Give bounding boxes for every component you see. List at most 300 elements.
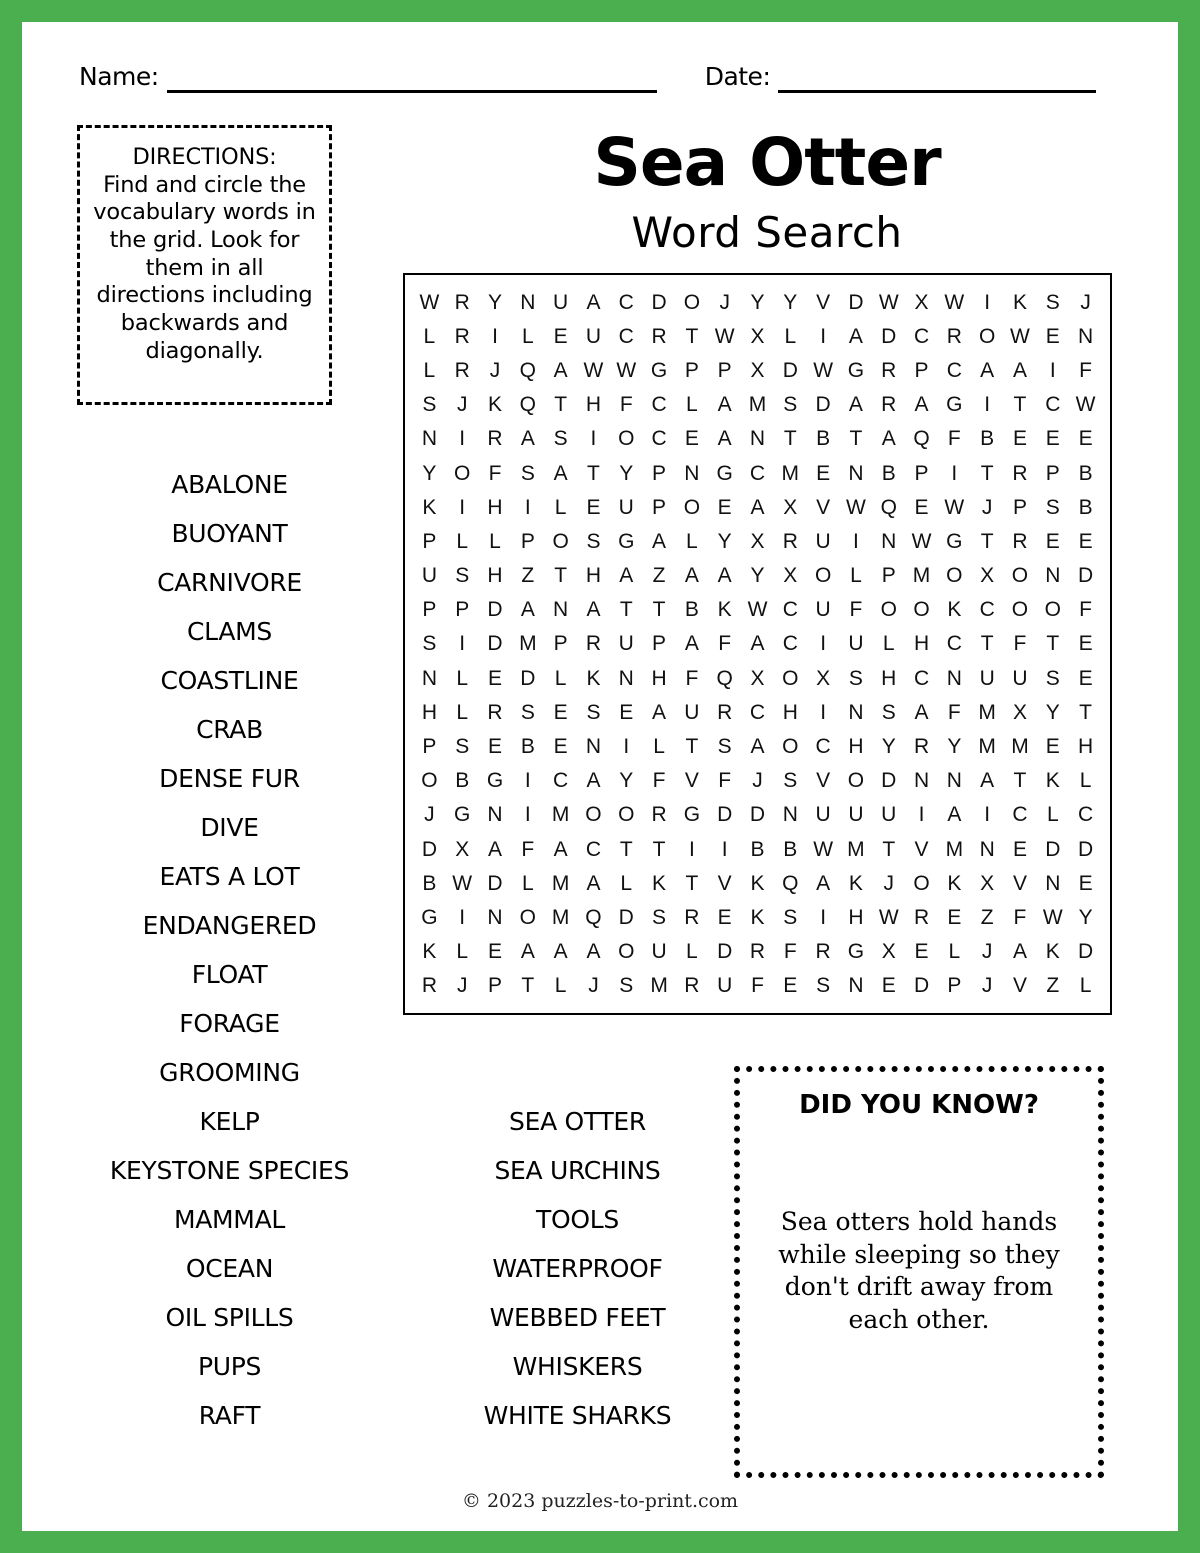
grid-cell[interactable]: W (1010, 324, 1030, 348)
grid-cell[interactable]: H (1078, 735, 1094, 759)
grid-cell[interactable]: Y (422, 461, 437, 485)
grid-cell[interactable]: P (488, 974, 503, 998)
grid-cell[interactable]: T (980, 632, 994, 656)
grid-cell[interactable]: M (847, 837, 865, 861)
grid-cell[interactable]: E (586, 495, 601, 519)
grid-cell[interactable]: H (913, 632, 930, 656)
grid-cell[interactable]: T (619, 837, 633, 861)
grid-cell[interactable]: P (652, 461, 667, 485)
grid-cell[interactable]: T (554, 564, 568, 588)
grid-cell[interactable]: L (456, 700, 469, 724)
grid-cell[interactable]: M (650, 974, 668, 998)
grid-cell[interactable]: M (551, 803, 570, 827)
grid-cell[interactable]: A (553, 461, 568, 485)
grid-cell[interactable]: C (749, 461, 766, 485)
grid-cell[interactable]: X (750, 358, 765, 382)
grid-cell[interactable]: G (486, 769, 504, 793)
grid-cell[interactable]: S (881, 700, 896, 724)
grid-cell[interactable]: T (652, 598, 666, 622)
grid-cell[interactable]: A (684, 632, 699, 656)
grid-cell[interactable]: F (947, 700, 961, 724)
grid-cell[interactable]: I (623, 735, 630, 759)
grid-cell[interactable]: A (1012, 940, 1027, 964)
word-list-item[interactable]: OIL SPILLS (165, 1303, 294, 1332)
grid-cell[interactable]: G (946, 393, 963, 417)
grid-cell[interactable]: E (1078, 666, 1093, 690)
grid-cell[interactable]: L (456, 666, 469, 690)
grid-cell[interactable]: U (881, 803, 897, 827)
grid-cell[interactable]: I (721, 837, 728, 861)
word-list-item[interactable]: WHITE SHARKS (483, 1401, 672, 1430)
grid-cell[interactable]: R (913, 735, 930, 759)
grid-cell[interactable]: S (619, 974, 634, 998)
grid-cell[interactable]: W (813, 837, 834, 861)
grid-cell[interactable]: E (717, 906, 732, 930)
grid-cell[interactable]: A (619, 564, 634, 588)
grid-cell[interactable]: Z (521, 564, 535, 588)
grid-cell[interactable]: W (944, 495, 965, 519)
grid-cell[interactable]: P (1045, 461, 1060, 485)
word-list-item[interactable]: RAFT (198, 1401, 261, 1430)
grid-cell[interactable]: P (422, 735, 437, 759)
grid-cell[interactable]: P (422, 529, 437, 553)
grid-cell[interactable]: D (848, 290, 864, 314)
grid-cell[interactable]: S (586, 700, 601, 724)
grid-cell[interactable]: K (848, 871, 863, 895)
grid-cell[interactable]: S (1045, 666, 1060, 690)
grid-cell[interactable]: I (820, 632, 827, 656)
grid-cell[interactable]: S (1045, 495, 1060, 519)
word-list-item[interactable]: SEA URCHINS (494, 1156, 661, 1185)
grid-cell[interactable]: L (423, 358, 436, 382)
grid-cell[interactable]: F (751, 974, 764, 998)
grid-cell[interactable]: O (782, 666, 799, 690)
word-list-item[interactable]: WHISKERS (512, 1352, 643, 1381)
grid-cell[interactable]: C (782, 632, 798, 656)
grid-cell[interactable]: E (783, 974, 798, 998)
grid-cell[interactable]: N (585, 735, 602, 759)
word-list-item[interactable]: WEBBED FEET (489, 1303, 666, 1332)
grid-cell[interactable]: N (946, 769, 962, 793)
grid-cell[interactable]: R (454, 290, 470, 314)
grid-cell[interactable]: N (618, 666, 634, 690)
grid-cell[interactable]: O (880, 598, 897, 622)
grid-cell[interactable]: C (585, 837, 602, 861)
grid-cell[interactable]: K (1045, 769, 1060, 793)
grid-cell[interactable]: W (1042, 906, 1063, 930)
word-list-item[interactable]: DENSE FUR (159, 764, 300, 793)
grid-cell[interactable]: K (750, 906, 765, 930)
grid-cell[interactable]: I (524, 769, 531, 793)
grid-cell[interactable]: G (454, 803, 471, 827)
grid-cell[interactable]: D (520, 666, 536, 690)
grid-cell[interactable]: R (684, 974, 700, 998)
grid-cell[interactable]: V (717, 871, 732, 895)
grid-cell[interactable]: O (913, 598, 930, 622)
grid-cell[interactable]: B (783, 837, 798, 861)
grid-cell[interactable]: H (848, 906, 864, 930)
grid-cell[interactable]: A (980, 769, 995, 793)
grid-cell[interactable]: K (422, 940, 437, 964)
grid-cell[interactable]: S (520, 700, 535, 724)
date-input-line[interactable] (778, 67, 1096, 93)
grid-cell[interactable]: M (551, 906, 570, 930)
grid-cell[interactable]: J (883, 871, 894, 895)
grid-cell[interactable]: R (651, 803, 667, 827)
grid-cell[interactable]: T (849, 427, 863, 451)
grid-cell[interactable]: D (421, 837, 437, 861)
grid-cell[interactable]: V (1012, 871, 1027, 895)
grid-cell[interactable]: A (652, 700, 667, 724)
grid-cell[interactable]: T (685, 324, 699, 348)
grid-cell[interactable]: A (684, 564, 699, 588)
grid-cell[interactable]: Y (1045, 700, 1060, 724)
grid-cell[interactable]: U (421, 564, 437, 588)
grid-cell[interactable]: H (487, 564, 503, 588)
grid-cell[interactable]: O (1011, 564, 1029, 588)
grid-cell[interactable]: M (978, 735, 996, 759)
grid-cell[interactable]: E (553, 700, 568, 724)
grid-cell[interactable]: E (947, 906, 962, 930)
grid-cell[interactable]: C (651, 427, 667, 451)
grid-cell[interactable]: W (452, 871, 473, 895)
grid-cell[interactable]: L (423, 324, 436, 348)
grid-cell[interactable]: U (585, 324, 602, 348)
grid-cell[interactable]: J (456, 974, 468, 998)
grid-cell[interactable]: K (422, 495, 437, 519)
grid-cell[interactable]: O (847, 769, 865, 793)
word-list-item[interactable]: ABALONE (171, 470, 288, 499)
grid-cell[interactable]: Z (980, 906, 994, 930)
word-search-grid[interactable] (413, 285, 1102, 1003)
grid-cell[interactable]: R (1012, 461, 1028, 485)
grid-cell[interactable]: F (652, 769, 666, 793)
grid-cell[interactable]: X (783, 495, 798, 519)
grid-cell[interactable]: D (717, 940, 733, 964)
grid-cell[interactable]: Y (750, 290, 765, 314)
grid-cell[interactable]: J (981, 974, 993, 998)
grid-cell[interactable]: O (585, 803, 602, 827)
grid-cell[interactable]: X (783, 564, 798, 588)
grid-cell[interactable]: F (1013, 632, 1027, 656)
grid-cell[interactable]: P (455, 598, 470, 622)
grid-cell[interactable]: D (881, 324, 897, 348)
grid-cell[interactable]: M (978, 700, 996, 724)
grid-cell[interactable]: C (1012, 803, 1028, 827)
grid-cell[interactable]: L (1079, 974, 1092, 998)
grid-cell[interactable]: M (519, 632, 537, 656)
grid-cell[interactable]: E (684, 427, 699, 451)
grid-cell[interactable]: D (782, 358, 798, 382)
grid-cell[interactable]: O (1011, 598, 1029, 622)
grid-cell[interactable]: R (487, 700, 503, 724)
grid-cell[interactable]: O (618, 427, 635, 451)
grid-cell[interactable]: N (848, 461, 864, 485)
grid-cell[interactable]: C (946, 632, 962, 656)
grid-cell[interactable]: S (783, 769, 798, 793)
grid-cell[interactable]: F (619, 393, 633, 417)
grid-cell[interactable]: E (488, 735, 503, 759)
grid-cell[interactable]: I (853, 529, 859, 553)
grid-cell[interactable]: D (913, 974, 930, 998)
grid-cell[interactable]: I (1049, 358, 1056, 382)
grid-cell[interactable]: N (979, 837, 995, 861)
grid-cell[interactable]: T (980, 461, 994, 485)
grid-cell[interactable]: J (752, 769, 763, 793)
word-list-item[interactable]: OCEAN (185, 1254, 274, 1283)
grid-cell[interactable]: K (717, 598, 732, 622)
grid-cell[interactable]: Y (717, 529, 732, 553)
grid-cell[interactable]: E (553, 735, 568, 759)
grid-cell[interactable]: N (421, 666, 437, 690)
word-list-item[interactable]: MAMMAL (173, 1205, 286, 1234)
grid-cell[interactable]: S (520, 461, 535, 485)
grid-cell[interactable]: F (849, 598, 863, 622)
grid-cell[interactable]: N (487, 906, 503, 930)
grid-cell[interactable]: D (1078, 940, 1094, 964)
grid-cell[interactable]: N (881, 529, 897, 553)
grid-cell[interactable]: U (815, 803, 831, 827)
grid-cell[interactable]: R (782, 529, 798, 553)
grid-cell[interactable]: E (1078, 871, 1093, 895)
grid-cell[interactable]: P (652, 495, 667, 519)
grid-cell[interactable]: A (717, 427, 732, 451)
grid-cell[interactable]: A (553, 837, 568, 861)
grid-cell[interactable]: N (848, 974, 864, 998)
grid-cell[interactable]: W (846, 495, 866, 519)
grid-cell[interactable]: W (813, 358, 834, 382)
grid-cell[interactable]: A (914, 393, 929, 417)
grid-cell[interactable]: O (552, 529, 569, 553)
grid-cell[interactable]: O (519, 906, 536, 930)
grid-cell[interactable]: T (882, 837, 896, 861)
grid-cell[interactable]: O (421, 769, 438, 793)
grid-cell[interactable]: L (620, 871, 633, 895)
grid-cell[interactable]: X (914, 290, 929, 314)
grid-cell[interactable]: U (618, 495, 634, 519)
grid-cell[interactable]: I (590, 427, 597, 451)
grid-cell[interactable]: N (913, 769, 930, 793)
grid-cell[interactable]: I (459, 427, 466, 451)
word-list-item[interactable]: EATS A LOT (159, 862, 300, 891)
grid-cell[interactable]: Y (619, 769, 634, 793)
grid-cell[interactable]: U (979, 666, 995, 690)
grid-cell[interactable]: G (716, 461, 733, 485)
grid-cell[interactable]: X (750, 324, 765, 348)
grid-cell[interactable]: E (1012, 837, 1027, 861)
name-input-line[interactable] (167, 67, 657, 93)
grid-cell[interactable]: W (878, 906, 899, 930)
grid-cell[interactable]: R (913, 906, 930, 930)
grid-cell[interactable]: O (618, 940, 635, 964)
grid-cell[interactable]: M (945, 837, 964, 861)
grid-cell[interactable]: U (553, 290, 569, 314)
grid-cell[interactable]: Q (880, 495, 897, 519)
grid-cell[interactable]: O (683, 495, 701, 519)
grid-cell[interactable]: V (816, 769, 831, 793)
grid-cell[interactable]: R (684, 906, 700, 930)
grid-cell[interactable]: F (1079, 598, 1092, 622)
grid-cell[interactable]: V (914, 837, 929, 861)
grid-cell[interactable]: A (750, 495, 765, 519)
grid-cell[interactable]: P (520, 529, 535, 553)
grid-cell[interactable]: G (650, 358, 668, 382)
grid-cell[interactable]: S (422, 632, 437, 656)
grid-cell[interactable]: Z (1046, 974, 1060, 998)
grid-cell[interactable]: L (686, 529, 698, 553)
grid-cell[interactable]: E (488, 666, 503, 690)
grid-cell[interactable]: A (586, 940, 601, 964)
grid-cell[interactable]: S (717, 735, 732, 759)
grid-cell[interactable]: K (947, 871, 962, 895)
grid-cell[interactable]: F (521, 837, 535, 861)
grid-cell[interactable]: D (487, 598, 503, 622)
grid-cell[interactable]: H (421, 700, 437, 724)
grid-cell[interactable]: E (914, 495, 929, 519)
grid-cell[interactable]: C (618, 290, 634, 314)
grid-cell[interactable]: D (487, 871, 503, 895)
grid-cell[interactable]: R (454, 358, 470, 382)
grid-cell[interactable]: H (585, 393, 602, 417)
grid-cell[interactable]: S (455, 564, 470, 588)
grid-cell[interactable]: O (454, 461, 471, 485)
grid-cell[interactable]: W (878, 290, 899, 314)
grid-cell[interactable]: Y (881, 735, 896, 759)
grid-cell[interactable]: A (848, 324, 863, 348)
grid-cell[interactable]: L (521, 324, 534, 348)
grid-cell[interactable]: O (913, 871, 930, 895)
grid-cell[interactable]: E (1078, 632, 1093, 656)
grid-cell[interactable]: A (750, 632, 765, 656)
grid-cell[interactable]: E (1045, 324, 1060, 348)
grid-cell[interactable]: B (980, 427, 995, 451)
grid-cell[interactable]: O (683, 290, 701, 314)
grid-cell[interactable]: O (618, 803, 635, 827)
grid-cell[interactable]: L (554, 974, 567, 998)
grid-cell[interactable]: K (652, 871, 667, 895)
grid-cell[interactable]: A (520, 940, 535, 964)
grid-cell[interactable]: P (553, 632, 568, 656)
grid-cell[interactable]: R (454, 324, 470, 348)
grid-cell[interactable]: I (459, 495, 466, 519)
grid-cell[interactable]: S (455, 735, 470, 759)
grid-cell[interactable]: F (947, 427, 961, 451)
grid-cell[interactable]: F (1079, 358, 1092, 382)
grid-cell[interactable]: T (1046, 632, 1060, 656)
grid-cell[interactable]: A (750, 735, 765, 759)
grid-cell[interactable]: L (1079, 769, 1092, 793)
word-search-grid-container[interactable] (403, 273, 1112, 1015)
grid-cell[interactable]: E (816, 461, 831, 485)
grid-cell[interactable]: N (684, 461, 700, 485)
grid-cell[interactable]: Y (783, 290, 798, 314)
grid-cell[interactable]: B (422, 871, 437, 895)
grid-cell[interactable]: A (881, 427, 896, 451)
grid-cell[interactable]: K (750, 871, 765, 895)
grid-cell[interactable]: Q (716, 666, 733, 690)
grid-cell[interactable]: T (619, 598, 633, 622)
grid-cell[interactable]: W (616, 358, 637, 382)
grid-cell[interactable]: M (912, 564, 931, 588)
grid-cell[interactable]: L (882, 632, 895, 656)
grid-cell[interactable]: T (652, 837, 666, 861)
grid-cell[interactable]: L (850, 564, 862, 588)
grid-cell[interactable]: T (587, 461, 600, 485)
word-list-item[interactable]: DIVE (200, 813, 259, 842)
grid-cell[interactable]: C (553, 769, 569, 793)
grid-cell[interactable]: Q (585, 906, 602, 930)
grid-cell[interactable]: L (686, 393, 698, 417)
grid-cell[interactable]: H (848, 735, 864, 759)
grid-cell[interactable]: L (554, 666, 567, 690)
word-list-item[interactable]: CRAB (196, 715, 263, 744)
grid-cell[interactable]: K (488, 393, 503, 417)
grid-cell[interactable]: E (1045, 427, 1060, 451)
grid-cell[interactable]: E (1078, 427, 1093, 451)
grid-cell[interactable]: Y (947, 735, 962, 759)
grid-cell[interactable]: N (749, 427, 766, 451)
grid-cell[interactable]: D (487, 632, 503, 656)
grid-cell[interactable]: E (553, 324, 568, 348)
grid-cell[interactable]: A (520, 598, 535, 622)
grid-cell[interactable]: T (685, 871, 699, 895)
grid-cell[interactable]: O (814, 564, 832, 588)
grid-cell[interactable]: V (816, 495, 831, 519)
grid-cell[interactable]: S (586, 529, 601, 553)
grid-cell[interactable]: P (947, 974, 962, 998)
grid-cell[interactable]: B (684, 598, 699, 622)
grid-cell[interactable]: S (816, 974, 831, 998)
grid-cell[interactable]: U (1012, 666, 1028, 690)
grid-cell[interactable]: L (521, 871, 534, 895)
grid-cell[interactable]: O (946, 564, 963, 588)
grid-cell[interactable]: F (718, 632, 732, 656)
word-list-item[interactable]: KELP (199, 1107, 260, 1136)
grid-cell[interactable]: L (1046, 803, 1059, 827)
grid-cell[interactable]: D (1078, 564, 1094, 588)
grid-cell[interactable]: A (586, 871, 601, 895)
grid-cell[interactable]: S (1045, 290, 1060, 314)
grid-cell[interactable]: X (816, 666, 831, 690)
grid-cell[interactable]: X (980, 564, 995, 588)
grid-cell[interactable]: G (946, 529, 963, 553)
word-list-item[interactable]: KEYSTONE SPECIES (109, 1156, 350, 1185)
grid-cell[interactable]: A (848, 393, 863, 417)
grid-cell[interactable]: R (881, 393, 897, 417)
grid-cell[interactable]: F (1013, 906, 1027, 930)
grid-cell[interactable]: P (717, 358, 732, 382)
grid-cell[interactable]: Y (1078, 906, 1093, 930)
grid-cell[interactable]: A (586, 290, 601, 314)
word-list-item[interactable]: ENDANGERED (142, 911, 317, 940)
grid-cell[interactable]: D (618, 906, 634, 930)
grid-cell[interactable]: N (782, 803, 798, 827)
grid-cell[interactable]: E (1045, 735, 1060, 759)
grid-cell[interactable]: J (719, 290, 730, 314)
grid-cell[interactable]: U (815, 598, 831, 622)
grid-cell[interactable]: D (651, 290, 667, 314)
grid-cell[interactable]: A (553, 940, 568, 964)
grid-cell[interactable]: C (782, 598, 798, 622)
grid-cell[interactable]: W (714, 324, 735, 348)
grid-cell[interactable]: A (1012, 358, 1027, 382)
grid-cell[interactable]: G (847, 940, 865, 964)
grid-cell[interactable]: G (683, 803, 701, 827)
grid-cell[interactable]: I (459, 632, 466, 656)
grid-cell[interactable]: F (718, 769, 732, 793)
grid-cell[interactable]: A (553, 358, 568, 382)
grid-cell[interactable]: H (881, 666, 897, 690)
